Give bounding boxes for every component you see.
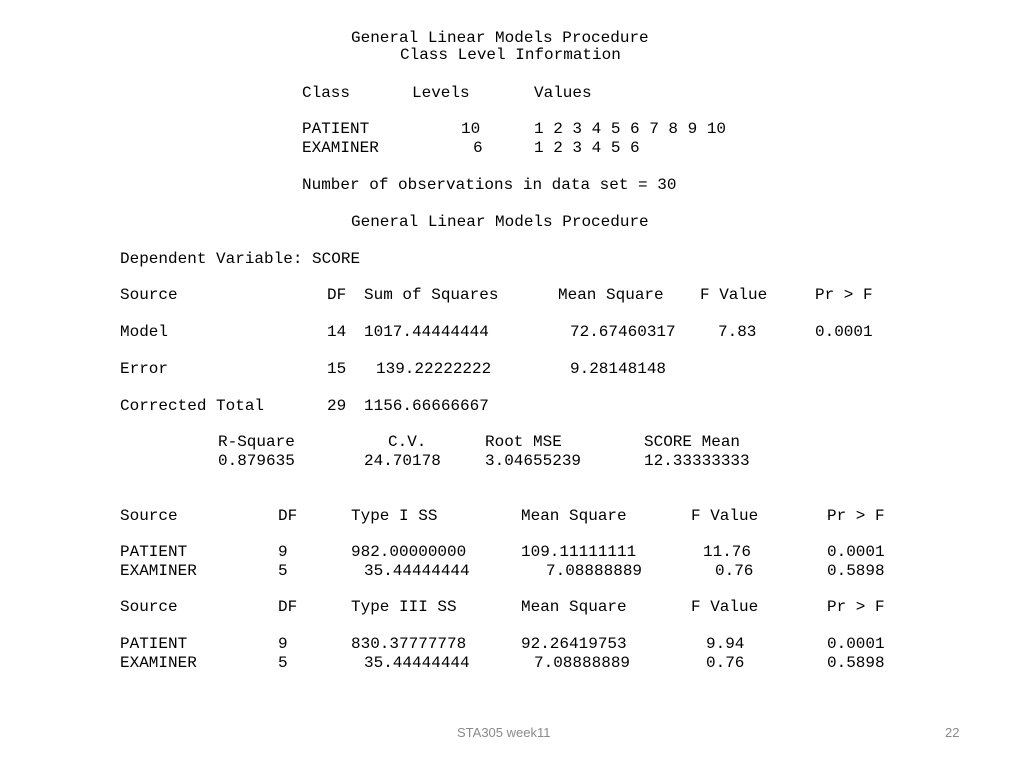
anova-error-ms: 9.28148148 <box>570 360 667 378</box>
anova-total-ss: 1156.66666667 <box>364 397 489 415</box>
type1-row-ms: 109.11111111 <box>521 543 637 561</box>
anova-model-df: 14 <box>327 323 347 341</box>
type1-row-df: 9 <box>278 543 288 561</box>
type1-source-header: Source <box>120 507 178 525</box>
footer-page-number: 22 <box>945 725 960 740</box>
anova-p-header: Pr > F <box>815 286 873 304</box>
type3-row-ms: 7.08888889 <box>534 654 631 672</box>
type3-row-source: PATIENT <box>120 635 188 653</box>
type3-ms-header: Mean Square <box>521 598 627 616</box>
type1-row-ss: 35.44444444 <box>364 562 470 580</box>
type1-row-ms: 7.08888889 <box>546 562 643 580</box>
type3-source-header: Source <box>120 598 178 616</box>
anova-model-ms: 72.67460317 <box>570 323 676 341</box>
type1-row-f: 0.76 <box>715 562 754 580</box>
anova-ms-header: Mean Square <box>558 286 664 304</box>
type3-row-f: 9.94 <box>706 635 745 653</box>
anova-source-header: Source <box>120 286 178 304</box>
rsquare-label: R-Square <box>218 433 295 451</box>
anova-error-df: 15 <box>327 360 347 378</box>
type3-p-header: Pr > F <box>827 598 885 616</box>
type1-row-p: 0.0001 <box>827 543 885 561</box>
type3-row-p: 0.5898 <box>827 654 885 672</box>
type3-row-ss: 830.37777778 <box>351 635 467 653</box>
values-header: Values <box>534 84 592 102</box>
class-header: Class <box>302 84 351 102</box>
class-values: 1 2 3 4 5 6 7 8 9 10 <box>534 120 727 138</box>
type1-row-p: 0.5898 <box>827 562 885 580</box>
type3-row-df: 5 <box>278 654 288 672</box>
type3-row-ss: 35.44444444 <box>364 654 470 672</box>
type3-row-f: 0.76 <box>706 654 745 672</box>
procedure-title: General Linear Models Procedure <box>351 29 649 47</box>
type3-row-df: 9 <box>278 635 288 653</box>
rsquare-value: 0.879635 <box>218 452 295 470</box>
type1-row-df: 5 <box>278 562 288 580</box>
anova-error-source: Error <box>120 360 169 378</box>
type1-row-source: EXAMINER <box>120 562 197 580</box>
score-mean-value: 12.33333333 <box>644 452 750 470</box>
type3-ss-header: Type III SS <box>351 598 457 616</box>
type1-ms-header: Mean Square <box>521 507 627 525</box>
class-levels: 10 <box>461 120 481 138</box>
type3-df-header: DF <box>278 598 298 616</box>
type3-row-source: EXAMINER <box>120 654 197 672</box>
class-name: PATIENT <box>302 120 370 138</box>
cv-label: C.V. <box>388 433 427 451</box>
anova-model-source: Model <box>120 323 169 341</box>
type1-ss-header: Type I SS <box>351 507 438 525</box>
type3-row-p: 0.0001 <box>827 635 885 653</box>
footer-course: STA305 week11 <box>457 725 551 740</box>
anova-f-header: F Value <box>700 286 768 304</box>
anova-ss-header: Sum of Squares <box>364 286 499 304</box>
observation-count: Number of observations in data set = 30 <box>302 176 677 194</box>
class-name: EXAMINER <box>302 139 379 157</box>
levels-header: Levels <box>412 84 470 102</box>
root-mse-label: Root MSE <box>485 433 562 451</box>
score-mean-label: SCORE Mean <box>644 433 741 451</box>
type1-row-f: 11.76 <box>703 543 752 561</box>
class-levels: 6 <box>473 139 483 157</box>
type3-f-header: F Value <box>691 598 759 616</box>
anova-total-df: 29 <box>327 397 347 415</box>
anova-model-f: 7.83 <box>718 323 757 341</box>
anova-df-header: DF <box>327 286 347 304</box>
type1-row-source: PATIENT <box>120 543 188 561</box>
root-mse-value: 3.04655239 <box>485 452 582 470</box>
anova-model-p: 0.0001 <box>815 323 873 341</box>
cv-value: 24.70178 <box>364 452 441 470</box>
anova-error-ss: 139.22222222 <box>376 360 492 378</box>
class-values: 1 2 3 4 5 6 <box>534 139 640 157</box>
procedure-title-2: General Linear Models Procedure <box>351 213 649 231</box>
dependent-variable: Dependent Variable: SCORE <box>120 250 361 268</box>
type1-df-header: DF <box>278 507 298 525</box>
type1-f-header: F Value <box>691 507 759 525</box>
class-level-title: Class Level Information <box>400 46 621 64</box>
anova-total-source: Corrected Total <box>120 397 265 415</box>
type1-p-header: Pr > F <box>827 507 885 525</box>
type3-row-ms: 92.26419753 <box>521 635 627 653</box>
anova-model-ss: 1017.44444444 <box>364 323 489 341</box>
type1-row-ss: 982.00000000 <box>351 543 467 561</box>
